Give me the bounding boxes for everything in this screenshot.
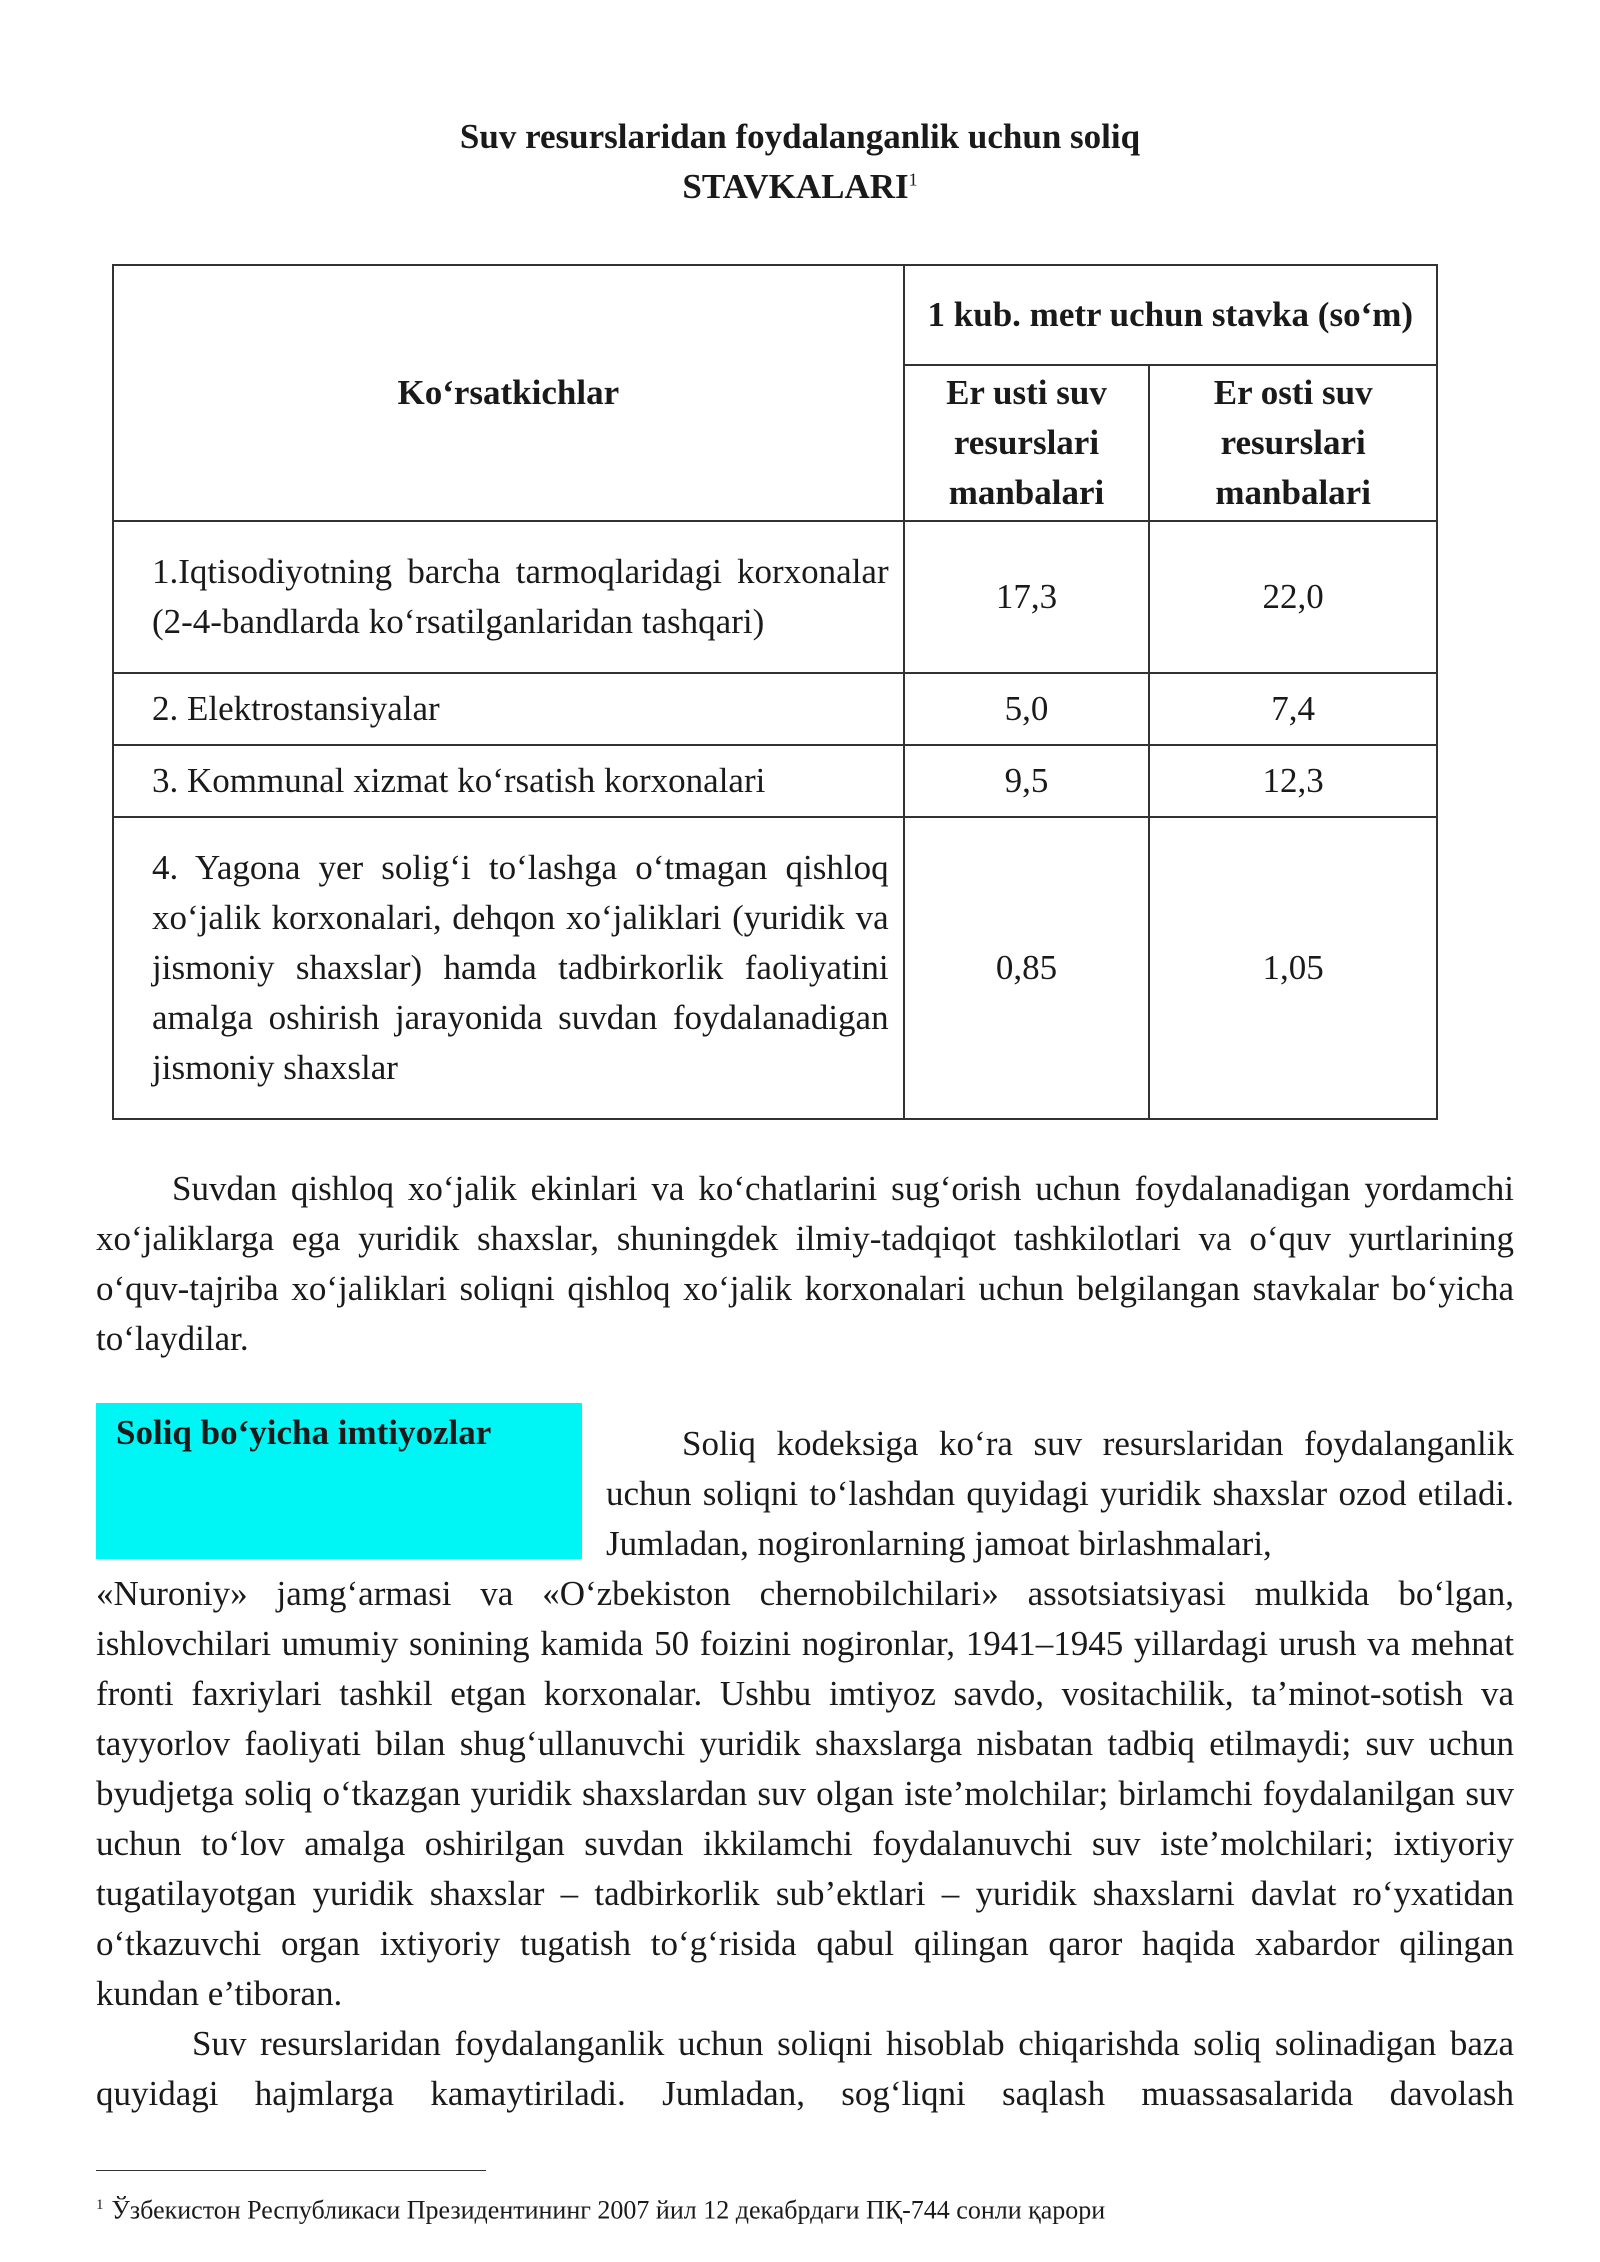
header-rate: 1 kub. metr uchun stavka (so‘m) — [904, 265, 1437, 365]
row-surface-value: 17,3 — [904, 521, 1150, 673]
title-footnote-mark: 1 — [908, 169, 918, 190]
header-indicators: Ko‘rsatkichlar — [113, 265, 904, 521]
title-line-2-text: STAVKALARI — [682, 167, 909, 206]
row-underground-value: 12,3 — [1149, 745, 1437, 817]
paragraph-auxiliary-farms: Suvdan qishloq xo‘jalik ekinlari va ko‘chatlarini sug‘orish uchun foydalanadigan yordamchi xo‘jaliklarga ega yuridik shaxslar, shuningdek ilmiy-tadqiqot tashkilotlari va o‘quv yurtlarining o‘quv-tajriba xo‘jaliklari soliqni qishloq xo‘jalik korxonalari uchun belgilangan stavkalar bo‘yicha to‘laydilar. — [96, 1169, 1514, 1358]
row-label: 1.Iqtisodiyotning barcha tarmoqlaridagi korxonalar (2-4-bandlarda ko‘rsatilganlaridan tashqari) — [113, 521, 904, 673]
table-row — [113, 817, 1437, 1119]
footnote-divider — [96, 2170, 486, 2171]
paragraph-tax-base: Suv resurslaridan foydalanganlik uchun soliqni hisoblab chiqarishda soliq solinadigan baza quyidagi hajmlarga kamaytiriladi. Jumladan, sog‘liqni saqlash muassasalarida davolash — [96, 2024, 1514, 2113]
tax-rates-table — [112, 264, 1438, 1120]
document-title — [0, 112, 1600, 212]
footnote-mark: 1 — [96, 2197, 104, 2213]
row-underground-value: 22,0 — [1149, 521, 1437, 673]
table-row — [113, 745, 1437, 817]
title-line-1: Suv resurslaridan foydalanganlik uchun soliq — [459, 117, 1141, 156]
footnote — [96, 2188, 1105, 2228]
header-underground-water: Er osti suv resurslari manbalari — [1149, 365, 1437, 521]
paragraph-exemptions-body: «Nuroniy» jamg‘armasi va «O‘zbekiston chernobilchilari» assotsiatsiyasi mulkida bo‘lgan, ishlovchilari umumiy sonining kamida 50 foizini nogironlar, 1941–1945 yillardagi urush va mehnat fronti faxriylari tashkil etgan korxonalar. Ushbu imtiyoz savdo, vositachilik, ta’minot-sotish va tayyorlov faoliyati bilan shug‘ullanuvchi yuridik shaxslarga nisbatan tadbiq etilmaydi; suv uchun byudjetga soliq o‘tkazgan yuridik shaxslardan suv olgan iste’molchilar; birlamchi foydalanilgan suv uchun to‘lov amalga oshirilgan suvdan ikkilamchi foydalanuvchi suv iste’molchilari; ixtiyoriy tugatilayotgan yuridik shaxslar – tadbirkorlik sub’ektlari – yuridik shaxslarni davlat ro‘yxatidan o‘tkazuvchi organ ixtiyoriy tugatish to‘g‘risida qabul qilingan qaror haqida xabardor qilingan kundan e’tiboran. — [96, 1574, 1514, 2013]
title-line-2 — [0, 162, 1600, 212]
row-label: 4. Yagona yer solig‘i to‘lashga o‘tmagan qishloq xo‘jalik korxonalari, dehqon xo‘jaliklari (yuridik va jismoniy shaxslar) hamda tadbirkorlik faoliyatini amalga oshirish jarayonida suvdan foydalanadigan jismoniy shaxslar — [113, 817, 904, 1119]
row-underground-value: 1,05 — [1149, 817, 1437, 1119]
table-row — [113, 521, 1437, 673]
row-underground-value: 7,4 — [1149, 673, 1437, 745]
row-label: 3. Kommunal xizmat ko‘rsatish korxonalari — [113, 745, 904, 817]
row-surface-value: 9,5 — [904, 745, 1150, 817]
paragraph-exemptions-side: Soliq kodeksiga ko‘ra suv resurslaridan foydalanganlik uchun soliqni to‘lashdan quyidagi yuridik shaxslar ozod etiladi. Jumladan, nogironlarning jamoat birlashmalari, — [606, 1424, 1514, 1563]
footnote-text: Ўзбекистон Республикаси Президентининг 2007 йил 12 декабрдаги ПҚ-744 сонли қарори — [111, 2195, 1106, 2225]
table-row — [113, 673, 1437, 745]
row-surface-value: 5,0 — [904, 673, 1150, 745]
header-surface-water: Er usti suv resurslari manbalari — [904, 365, 1150, 521]
tax-benefits-highlight: Soliq bo‘yicha imtiyozlar — [96, 1403, 582, 1559]
row-surface-value: 0,85 — [904, 817, 1150, 1119]
row-label: 2. Elektrostansiyalar — [113, 673, 904, 745]
